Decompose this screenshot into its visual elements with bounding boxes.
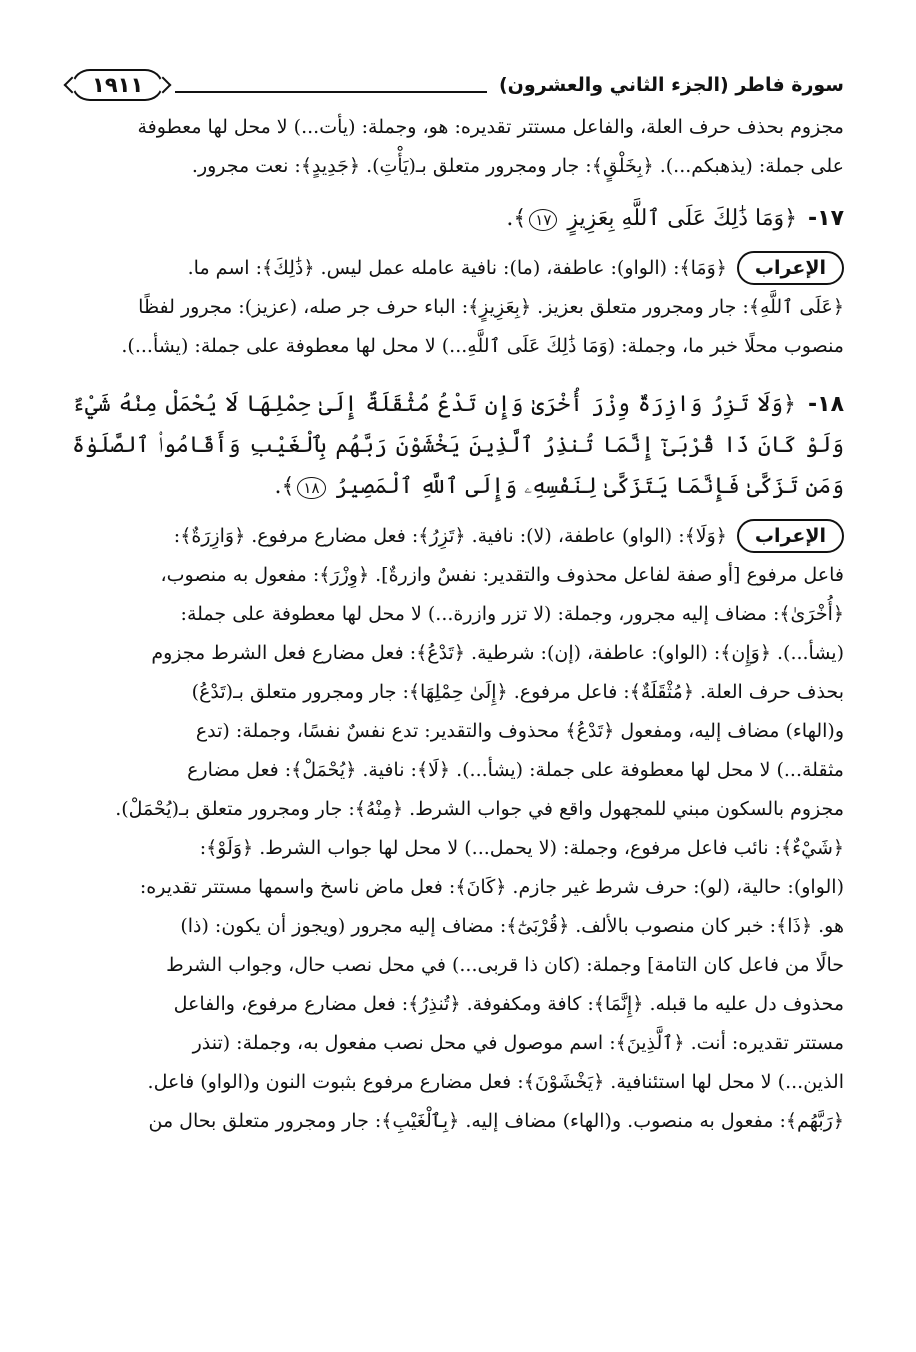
page-number: ١٩١١ [72, 69, 163, 101]
intro-paragraph [72, 108, 844, 186]
verse-close: ﴾. [274, 474, 295, 499]
verse-text: ﴿وَلَا تَزِرُ وَازِرَةٌ وِزْرَ أُخْرَىٰ وَإِن تَدْعُ مُثْقَلَةٌ إِلَىٰ حِمْلِهَا لَا يُحْمَلْ مِنْهُ شَيْءٌ وَلَوْ كَانَ ذَا قُرْبَىٰٓ إِنَّمَا تُنذِرُ ٱلَّذِينَ يَخْشَوْنَ رَبَّهُم بِٱلْغَيْبِ وَأَقَامُوا۟ ٱلصَّلَوٰةَ وَمَن تَزَكَّىٰ فَإِنَّمَا يَتَزَكَّىٰ لِنَفْسِهِۦ وَإِلَى ٱللَّهِ ٱلْمَصِيرُ [72, 392, 844, 499]
text-line: (الواو): حالية، (لو): حرف شرط غير جازم. ﴿كَانَ﴾: فعل ماض ناسخ واسمها مستتر تقديره: [139, 876, 844, 898]
text-line: ﴿شَيْءٌ﴾: نائب فاعل مرفوع، وجملة: (لا يحمل...) لا محل لها جواب الشرط. ﴿وَلَوْ﴾: [199, 837, 844, 859]
irab-18 [72, 517, 844, 1141]
ayah-end-mark: ١٨ [297, 477, 325, 499]
text-line: ﴿وَمَا﴾: (الواو): عاطفة، (ما): نافية عامله عمل ليس. ﴿ذَٰلِكَ﴾: اسم ما. [187, 257, 727, 279]
text-line: على جملة: (يذهبكم...). ﴿بِخَلْقٍ﴾: جار ومجرور متعلق بـ(يَأْتِ). ﴿جَدِيدٍ﴾: نعت مجرور. [191, 155, 844, 177]
text-line: ﴿وَلَا﴾: (الواو) عاطفة، (لا): نافية. ﴿تَزِرُ﴾: فعل مضارع مرفوع. ﴿وَازِرَةٌ﴾: [173, 525, 727, 547]
text-line: مجزوم بالسكون مبني للمجهول واقع في جواب الشرط. ﴿مِنْهُ﴾: جار ومجرور متعلق بـ(يُحْمَلْ). [115, 798, 844, 820]
text-line: مجزوم بحذف حرف العلة، والفاعل مستتر تقديره: هو، وجملة: (يأت...) لا محل لها معطوفة [137, 116, 844, 138]
text-line: حالًا من فاعل كان التامة] وجملة: (كان ذا قربى...) في محل نصب حال، وجواب الشرط [166, 954, 844, 976]
text-line: فاعل مرفوع [أو صفة لفاعل محذوف والتقدير: نفسٌ وازرةٌ]. ﴿وِزْرَ﴾: مفعول به منصوب، [160, 564, 844, 586]
verse-text: ﴿وَمَا ذَٰلِكَ عَلَى ٱللَّهِ بِعَزِيزٍ [567, 206, 797, 231]
text-line: محذوف دل عليه ما قبله. ﴿إِنَّمَا﴾: كافة ومكفوفة. ﴿تُنذِرُ﴾: فعل مضارع مرفوع، والفاعل [173, 993, 844, 1015]
verse-number: ١٨- [808, 392, 844, 417]
irab-badge: الإعراب [737, 519, 844, 553]
irab-badge: الإعراب [737, 251, 844, 285]
text-line: ﴿عَلَى ٱللَّهِ﴾: جار ومجرور متعلق بعزيز. ﴿بِعَزِيزٍ﴾: الباء حرف جر صله، (عزيز): مجرور لفظًا [138, 296, 844, 318]
page-header [72, 62, 844, 108]
text-line: مثقلة...) لا محل لها معطوفة على جملة: (يشأ...). ﴿لَا﴾: نافية. ﴿يُحْمَلْ﴾: فعل مضارع [187, 759, 844, 781]
text-line: هو. ﴿ذَا﴾: خبر كان منصوب بالألف. ﴿قُرْبَىٰٓ﴾: مضاف إليه مجرور (ويجوز أن يكون: (ذا) [180, 915, 844, 937]
text-line: بحذف حرف العلة. ﴿مُثْقَلَةٌ﴾: فاعل مرفوع. ﴿إِلَىٰ حِمْلِهَا﴾: جار ومجرور متعلق بـ(تَدْعُ) [191, 681, 844, 703]
text-line: (يشأ...). ﴿وَإِن﴾: (الواو): عاطفة، (إن): شرطية. ﴿تَدْعُ﴾: فعل مضارع فعل الشرط مجزوم [151, 642, 844, 664]
running-title: سورة فاطر (الجزء الثاني والعشرون) [499, 74, 844, 96]
irab-17 [72, 249, 844, 366]
text-line: و(الهاء) مضاف إليه، ومفعول ﴿تَدْعُ﴾ محذوف والتقدير: تدع نفسٌ نفسًا، وجملة: (تدع [195, 720, 844, 742]
text-line: منصوب محلًا خبر ما، وجملة: (وَمَا ذَٰلِكَ عَلَى ٱللَّهِ...) لا محل لها معطوفة على جملة: (يشأ...). [121, 335, 844, 357]
verse-18 [72, 384, 844, 507]
ayah-end-mark: ١٧ [529, 209, 557, 231]
verse-number: ١٧- [808, 206, 844, 231]
text-line: الذين...) لا محل لها استئنافية. ﴿يَخْشَوْنَ﴾: فعل مضارع مرفوع بثبوت النون و(الواو) فاعل. [147, 1071, 844, 1093]
header-rule [175, 91, 487, 93]
text-line: ﴿رَبَّهُم﴾: مفعول به منصوب. و(الهاء) مضاف إليه. ﴿بِٱلْغَيْبِ﴾: جار ومجرور متعلق بحال من [148, 1110, 844, 1132]
text-line: مستتر تقديره: أنت. ﴿ٱلَّذِينَ﴾: اسم موصول في محل نصب مفعول به، وجملة: (تنذر [192, 1032, 844, 1054]
text-line: ﴿أُخْرَىٰ﴾: مضاف إليه مجرور، وجملة: (لا تزر وازرة...) لا محل لها معطوفة على جملة: [180, 603, 844, 625]
verse-17 [72, 198, 844, 239]
verse-close: ﴾. [506, 206, 527, 231]
